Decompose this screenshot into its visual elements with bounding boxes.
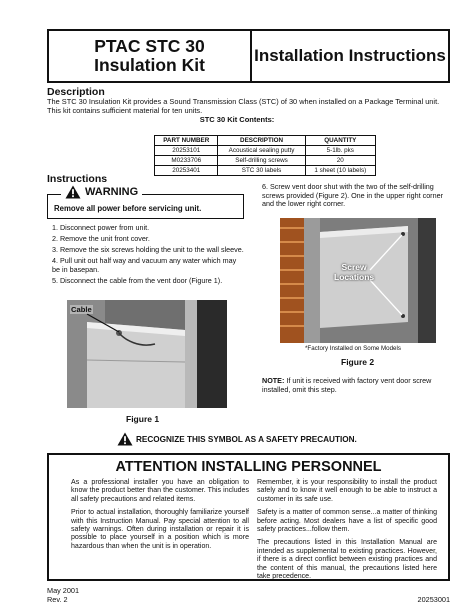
list-item: 3. Remove the six screws holding the unit to the wall sleeve. [52, 245, 244, 255]
kit-contents-table [154, 135, 376, 176]
warning-title [61, 185, 142, 199]
figure2-callout-line2: Locations [334, 272, 375, 282]
warning-box [47, 185, 244, 219]
doc-type-title: Installation Instructions [254, 46, 446, 65]
attention-paragraph: As a professional installer you have an obligation to know the product better than the customer. This includes all safety precautions and related items. [71, 479, 249, 503]
product-title-line1: PTAC STC 30 [94, 36, 205, 56]
description-heading: Description [47, 86, 105, 98]
attention-right-column [257, 479, 437, 586]
step-list [52, 224, 244, 288]
kit-contents-title: STC 30 Kit Contents: [199, 115, 275, 124]
figure2-callout-line1: Screw [341, 262, 367, 272]
note-text [262, 377, 452, 395]
table-row [155, 156, 376, 166]
warning-text: Remove all power before servicing unit. [54, 204, 202, 213]
warning-triangle-icon [117, 432, 133, 446]
safety-symbol-text: RECOGNIZE THIS SYMBOL AS A SAFETY PRECAUTION. [136, 434, 357, 444]
figure1-callout: Cable [71, 305, 92, 314]
footer-part-number: 20253001 [417, 595, 450, 604]
attention-paragraph: The precautions listed in this Installation Manual are intended as supplemental to existing practices. However, if there is a direct conflict between existing practices and the content of this manual, the precautions listed here take precedence. [257, 539, 437, 581]
description-text: The STC 30 Insulation Kit provides a Sound Transmission Class (STC) of 30 when installed on a Package Terminal unit. This kit contains sufficient material for ten units. [47, 97, 440, 116]
note-label: NOTE: [262, 376, 285, 385]
attention-box [47, 453, 450, 581]
table-row [155, 166, 376, 176]
attention-paragraph: Remember, it is your responsibility to install the product safely and to know it well enough to be able to instruct a customer in its safe use. [257, 479, 437, 503]
attention-left-column [71, 479, 249, 556]
table-cell: 1 sheet (10 labels) [305, 166, 375, 176]
product-title-line2: Insulation Kit [94, 55, 205, 75]
figure2-photo [280, 218, 436, 343]
figure1-photo [67, 300, 227, 408]
table-cell: 20 [305, 156, 375, 166]
note-body: If unit is received with factory vent door screw installed, omit this step. [262, 376, 432, 394]
instructions-heading: Instructions [47, 173, 108, 185]
figure1-image [67, 300, 227, 408]
table-cell: 20253401 [155, 166, 218, 176]
attention-paragraph: Safety is a matter of common sense...a matter of thinking before acting. Most dealers have a list of specific good safety practices...follow them. [257, 509, 437, 534]
table-header-cell: DESCRIPTION [218, 136, 305, 146]
table-header-cell: QUANTITY [305, 136, 375, 146]
warning-triangle-icon [65, 185, 81, 199]
list-item: 5. Disconnect the cable from the vent door (Figure 1). [52, 275, 223, 285]
figure2-footnote: *Factory Installed on Some Models [305, 345, 401, 352]
footer-left [47, 587, 79, 604]
table-cell: M0233706 [155, 156, 218, 166]
warning-label: WARNING [85, 186, 139, 198]
table-cell: 20253101 [155, 146, 218, 156]
table-header-row [155, 136, 376, 146]
footer-date: May 2001 [47, 586, 80, 595]
footer-rev: Rev. 2 [47, 594, 68, 604]
attention-title: ATTENTION INSTALLING PERSONNEL [115, 459, 382, 475]
product-title-block [49, 31, 252, 81]
table-cell: Acoustical sealing putty [218, 146, 305, 156]
table-row [155, 146, 376, 156]
doc-type-block [252, 31, 448, 81]
table-cell: 5-1lb. pks [305, 146, 375, 156]
step6-text: 6. Screw vent door shut with the two of the self-drilling screws provided (Figure 2). One in the upper right corner and the lower right corner. [262, 182, 443, 209]
table-cell: Self-drilling screws [218, 156, 305, 166]
attention-paragraph: Prior to actual installation, thoroughly familiarize yourself with this Instruction Manual. Pay special attention to all safety warnings. Often during installation or repair it is possible to place yourself in a position which is more hazardous than when the unit is in operation. [71, 509, 249, 550]
table-header-cell: PART NUMBER [155, 136, 218, 146]
table-cell: STC 30 labels [218, 166, 305, 176]
figure2-caption: Figure 2 [341, 357, 375, 367]
safety-symbol-line [117, 432, 357, 446]
list-item: 4. Pull unit out half way and vacuum any water which may be in basepan. [52, 256, 237, 274]
document-header [47, 29, 450, 83]
list-item: 2. Remove the unit front cover. [52, 234, 150, 244]
figure1-caption: Figure 1 [126, 414, 160, 424]
figure2-callout [334, 262, 374, 282]
list-item: 1. Disconnect power from unit. [52, 223, 150, 232]
